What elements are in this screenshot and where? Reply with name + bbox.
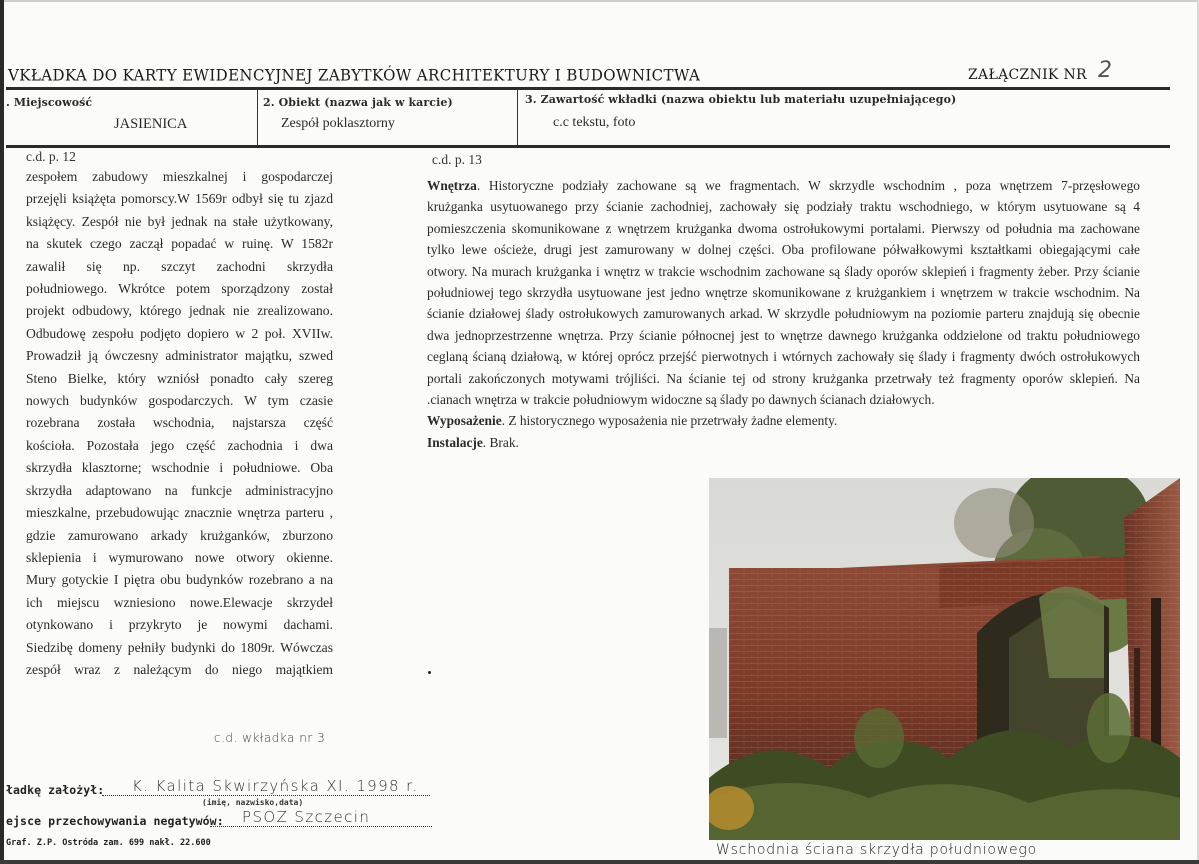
text-line: sklepienia i wymurowano nowe otwory okienne. (26, 549, 333, 565)
photo-illustration (709, 478, 1180, 840)
field-label-object: 2. Obiekt (nazwa jak w karcie) (263, 96, 453, 109)
text-line: skrzydła adaptowano na funkcje administracyjno (26, 482, 333, 498)
field-divider (257, 89, 258, 146)
author-dotted-line (102, 795, 430, 796)
text-line: ścianie działowej ślady ostrołukowych zamurowanych arkad. W skrzydle południowym na poziomie parteru znajdują się obecnie (427, 306, 1140, 322)
field-value-locality: JASIENICA (114, 116, 188, 132)
continuation-note: c.d. wkładka nr 3 (214, 731, 326, 745)
ruin-photo (709, 478, 1180, 840)
text-line: .cianach wnętrza w trakcie południowym widoczne są ślady po dawnych ścianach działowych. (427, 392, 935, 408)
stray-mark (428, 671, 431, 674)
field-divider (517, 89, 518, 146)
installations-line: Instalacje. Brak. (427, 434, 519, 450)
negatives-label: ejsce przechowywania negatywów: (6, 814, 224, 828)
text-line: otynkowano i przykryto je nowymi dachami. (26, 617, 333, 633)
left-page-ref: c.d. p. 12 (26, 149, 76, 164)
text-line: południowej tego skrzydła usytuowane jest jedno wnętrze skomunikowane z krużgankiem i wnętrzem w trakcie wschodnim. Na (427, 285, 1140, 301)
text-line: przejęli książęta pomorscy.W 1569r odbył się tu zjazd (26, 191, 333, 207)
text-line: gdzie zamurowano arkady krużganków, zburzono (26, 527, 333, 543)
photo-caption: Wschodnia ściana skrzydła południowego (716, 842, 1037, 858)
fields-rule (6, 145, 1170, 148)
text-line: projekt odbudowy, którego jednak nie zrealizowano. (26, 303, 333, 319)
page-edge-left (0, 0, 4, 864)
text-line: książęcy. Zespół nie był jednak na stałe użytkowany, (26, 213, 333, 229)
form-title: VKŁADKA DO KARTY EWIDENCYJNEJ ZABYTKÓW ARCHITEKTURY I BUDOWNICTWA (8, 65, 701, 85)
text-line: Odbudowę zespołu podjęto dopiero w 2 poł. XVIIw. (26, 325, 333, 341)
printer-note: Graf. Z.P. Ostróda zam. 699 nakł. 22.600 (6, 838, 211, 848)
text-line: ceglaną ścianą działową, w której oprócz przejść pierwotnych i wtórnych zachowały się ślady i fragmenty dwóch ostrołukowych (427, 349, 1140, 365)
text-line: południowego. Wkrótce potem sporządzony został (26, 281, 333, 297)
page-edge-top (0, 0, 1199, 2)
text-line: portali zakończonych motywami trójliści. Na ścianie tej od strony krużganka przetrwały też fragmenty oporów sklepień. Na (427, 370, 1140, 386)
text-line: zespołem zabudowy mieszkalnej i gospodarczej (26, 169, 333, 184)
text-line: dwa jednoprzestrzenne wnętrza. Przy ścianie północnej jest to wnętrze dawnego krużganka oddzielone od traktu południowego (427, 327, 1140, 343)
author-value: K. Kalita Skwirzyńska XI. 1998 r. (132, 777, 419, 795)
text-line: rozebrana została wschodnia, najstarsza część (26, 415, 333, 431)
text-line: krużganka usytuowanego przy ścianie zachodniej, zachowały się podziały traktu wschodniego, w którym usytuowane są 4 (427, 199, 1140, 215)
author-label: ładkę założył: (6, 783, 105, 797)
furnishing-heading: Wyposażenie (427, 413, 502, 429)
text-line: zawalił się np. szczyt zachodni skrzydła (26, 258, 333, 274)
negatives-dotted-line (210, 826, 432, 827)
text-line: ich miejscu wzniesiono nowe.Elewacje skrzydeł (26, 594, 333, 610)
installations-heading: Instalacje (427, 434, 483, 450)
field-value-contents: c.c tekstu, foto (553, 115, 636, 130)
field-label-locality: . Miejscowość (6, 96, 93, 109)
field-label-contents: 3. Zawartość wkładki (nazwa obiektu lub materiału uzupełniającego) (525, 93, 957, 106)
history-text (26, 166, 333, 681)
text-line: Prowadził ją ówczesny administrator majątku, szwed (26, 348, 333, 364)
text-line: zespół wraz z należącym do niego majątkiem (26, 661, 333, 677)
text-line: kościoła. Pozostała jego część zachodnia i dwa (26, 437, 333, 453)
text-line: na skutek czego zaczął popadać w ruinę. W 1582r (26, 236, 333, 252)
text-line: Steno Bielke, który wzniósł ponadto cały szereg (26, 370, 333, 386)
negatives-value: PSOZ Szczecin (242, 808, 371, 826)
interiors-heading: Wnętrza (427, 178, 477, 193)
text-line: Wnętrza. Historyczne podziały zachowane są we fragmentach. W skrzydle wschodnim , poza wnętrzem 7-przęsłowego (427, 178, 1140, 193)
page-edge-bottom (0, 860, 1199, 864)
text-line: Siedzibę domeny pełniły budynki do 1809r. Wówczas (26, 639, 333, 655)
header-rule (6, 87, 1170, 90)
text-line: skrzydła klasztorne; wschodnie i południowe. Oba (26, 460, 333, 476)
annex-number: 2 (1098, 58, 1112, 83)
text-line: mieszkalne, przebudowując znacznie wnętrza parteru , (26, 505, 333, 521)
interiors-text (427, 175, 1140, 453)
annex-label: ZAŁĄCZNIK NR (968, 67, 1087, 83)
text-line: pomieszczenia skomunikowane z wnętrzem krużganka dwoma ostrołukowymi portalami. Pierwszy od południa ma zachowane (427, 220, 1140, 236)
furnishing-line: Wyposażenie. Z historycznego wyposażenia nie przetrwały żadne elementy. (427, 413, 838, 429)
text-line: Mury gotyckie I piętra obu budynków rozebrano a na (26, 572, 333, 588)
right-page-ref: c.d. p. 13 (432, 152, 482, 167)
text-line: tylko lewe ościeże, drugi jest zamurowany w dolnej części. Oba profilowane półwałkowymi kształtkami obiegającymi całe (427, 242, 1140, 258)
text-line: otwory. Na murach krużganka i wnętrz w trakcie wschodnim zachowane są ślady oporów sklepień i fragmenty żeber. Przy ścianie (427, 263, 1140, 279)
author-hint: (imię, nazwisko,data) (202, 798, 304, 807)
text-line: nowych budynków gospodarczych. W tym czasie (26, 393, 333, 409)
field-value-object: Zespół poklasztorny (281, 116, 395, 131)
